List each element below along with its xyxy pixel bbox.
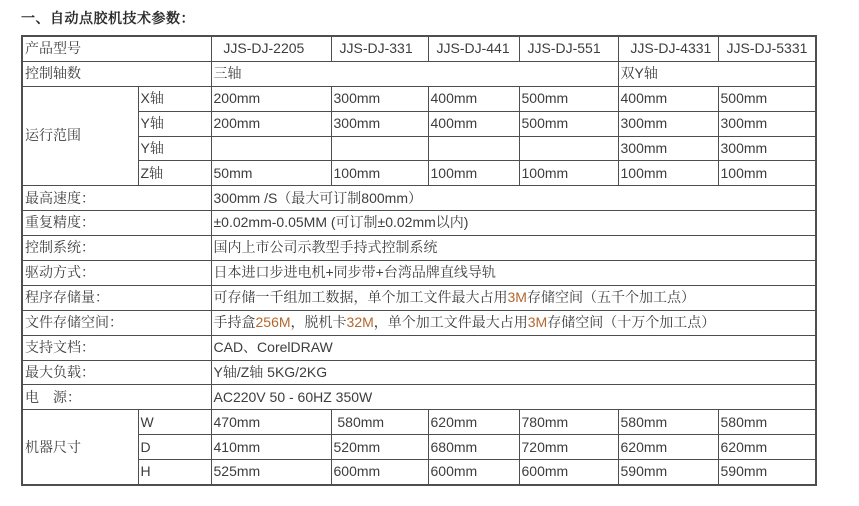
range-value-cell: 100mm: [519, 161, 618, 186]
range-value-cell: 300mm: [331, 86, 428, 111]
range-value-cell: 400mm: [618, 86, 718, 111]
dim-value-cell: 620mm: [618, 435, 718, 460]
range-value-cell: [331, 136, 428, 161]
range-value-cell: 200mm: [211, 86, 331, 111]
range-value-cell: 100mm: [718, 161, 816, 186]
dim-value-cell: 620mm: [718, 435, 816, 460]
range-value-cell: 300mm: [718, 136, 816, 161]
spec-label: 支持文档：: [22, 335, 211, 360]
spec-value: 国内上市公司示教型手持式控制系统: [211, 236, 816, 261]
dim-value-cell: 580mm: [618, 410, 718, 435]
range-value-cell: 100mm: [331, 161, 428, 186]
model-header-cell: JJS-DJ-2205: [211, 36, 331, 61]
dim-value-cell: 600mm: [519, 460, 618, 485]
range-value-cell: 400mm: [428, 111, 519, 136]
product-model-label: 产品型号: [22, 36, 211, 61]
row-range-y2: [22, 136, 816, 161]
row-spec-max-load: [22, 360, 816, 385]
spec-table: [21, 35, 817, 486]
model-header-cell: JJS-DJ-5331: [718, 36, 816, 61]
spec-label: 电 源：: [22, 385, 211, 410]
range-value-cell: [519, 136, 618, 161]
spec-label: 文件存储空间：: [22, 310, 211, 335]
highlighted-keyword: 32M: [346, 314, 374, 331]
dim-value-cell: 580mm: [331, 410, 428, 435]
row-range-x: [22, 86, 816, 111]
row-spec-repeat-precision: [22, 211, 816, 236]
spec-value: Y轴/Z轴 5KG/2KG: [211, 360, 816, 385]
row-spec-file-storage: [22, 310, 816, 335]
range-value-cell: 500mm: [519, 111, 618, 136]
range-value-cell: 300mm: [331, 111, 428, 136]
row-spec-program-storage: [22, 285, 816, 310]
range-axis-label: X轴: [138, 86, 211, 111]
dim-value-cell: 720mm: [519, 435, 618, 460]
highlighted-keyword: 256M: [255, 314, 291, 331]
dim-axis-label: W: [138, 410, 211, 435]
row-range-y1: [22, 111, 816, 136]
row-spec-control-system: [22, 236, 816, 261]
spec-label: 最大负载：: [22, 360, 211, 385]
dim-value-cell: 590mm: [718, 460, 816, 485]
dim-value-cell: 620mm: [428, 410, 519, 435]
range-value-cell: 300mm: [618, 136, 718, 161]
row-product-model: [22, 36, 816, 61]
control-axes-triple: 三轴: [211, 61, 618, 86]
page-title: 一、自动点胶机技术参数：: [21, 10, 195, 26]
dim-value-cell: 470mm: [211, 410, 331, 435]
spec-value: 300mm /S（最大可订制800mm）: [211, 186, 816, 211]
range-value-cell: 300mm: [618, 111, 718, 136]
spec-value: CAD、CorelDRAW: [211, 335, 816, 360]
dim-value-cell: 600mm: [428, 460, 519, 485]
spec-label: 程序存储量：: [22, 285, 211, 310]
highlighted-keyword: 3M: [527, 314, 548, 331]
control-axes-dual: 双Y轴: [618, 61, 816, 86]
control-axes-label: 控制轴数: [22, 61, 211, 86]
dim-axis-label: H: [138, 460, 211, 485]
spec-label: 驱动方式：: [22, 261, 211, 286]
row-control-axes: [22, 61, 816, 86]
row-spec-supported-docs: [22, 335, 816, 360]
spec-label: 控制系统：: [22, 236, 211, 261]
range-axis-label: Y轴: [138, 136, 211, 161]
dim-value-cell: 780mm: [519, 410, 618, 435]
row-range-z: [22, 161, 816, 186]
range-value-cell: 500mm: [519, 86, 618, 111]
spec-value: 日本进口步进电机+同步带+台湾品牌直线导轨: [211, 261, 816, 286]
row-dim-h: [22, 460, 816, 485]
spec-value: ±0.02mm-0.05MM (可订制±0.02mm以内): [211, 211, 816, 236]
range-value-cell: 300mm: [718, 111, 816, 136]
range-value-cell: 200mm: [211, 111, 331, 136]
dim-value-cell: 525mm: [211, 460, 331, 485]
range-axis-label: Z轴: [138, 161, 211, 186]
range-value-cell: 500mm: [718, 86, 816, 111]
spec-value: 手持盒256M，脱机卡32M，单个加工文件最大占用3M存储空间（十万个加工点）: [211, 310, 816, 335]
range-value-cell: 100mm: [618, 161, 718, 186]
row-dim-w: [22, 410, 816, 435]
range-value-cell: 50mm: [211, 161, 331, 186]
dim-value-cell: 680mm: [428, 435, 519, 460]
dim-value-cell: 590mm: [618, 460, 718, 485]
dim-value-cell: 410mm: [211, 435, 331, 460]
range-value-cell: 100mm: [428, 161, 519, 186]
spec-label: 最高速度：: [22, 186, 211, 211]
spec-value: AC220V 50 - 60HZ 350W: [211, 385, 816, 410]
model-header-cell: JJS-DJ-551: [519, 36, 618, 61]
range-value-cell: [428, 136, 519, 161]
row-dim-d: [22, 435, 816, 460]
dim-value-cell: 520mm: [331, 435, 428, 460]
spec-value: 可存储一千组加工数据，单个加工文件最大占用3M存储空间（五千个加工点）: [211, 285, 816, 310]
dim-axis-label: D: [138, 435, 211, 460]
spec-label: 重复精度：: [22, 211, 211, 236]
range-value-cell: [211, 136, 331, 161]
model-header-cell: JJS-DJ-4331: [618, 36, 718, 61]
model-header-cell: JJS-DJ-331: [331, 36, 428, 61]
row-spec-max-speed: [22, 186, 816, 211]
row-spec-drive-mode: [22, 261, 816, 286]
range-value-cell: 400mm: [428, 86, 519, 111]
dim-value-cell: 600mm: [331, 460, 428, 485]
dimensions-label: 机器尺寸: [22, 410, 138, 485]
row-spec-power: [22, 385, 816, 410]
highlighted-keyword: 3M: [507, 289, 527, 306]
dim-value-cell: 580mm: [718, 410, 816, 435]
range-axis-label: Y轴: [138, 111, 211, 136]
model-header-cell: JJS-DJ-441: [428, 36, 519, 61]
range-label: 运行范围: [22, 86, 138, 186]
